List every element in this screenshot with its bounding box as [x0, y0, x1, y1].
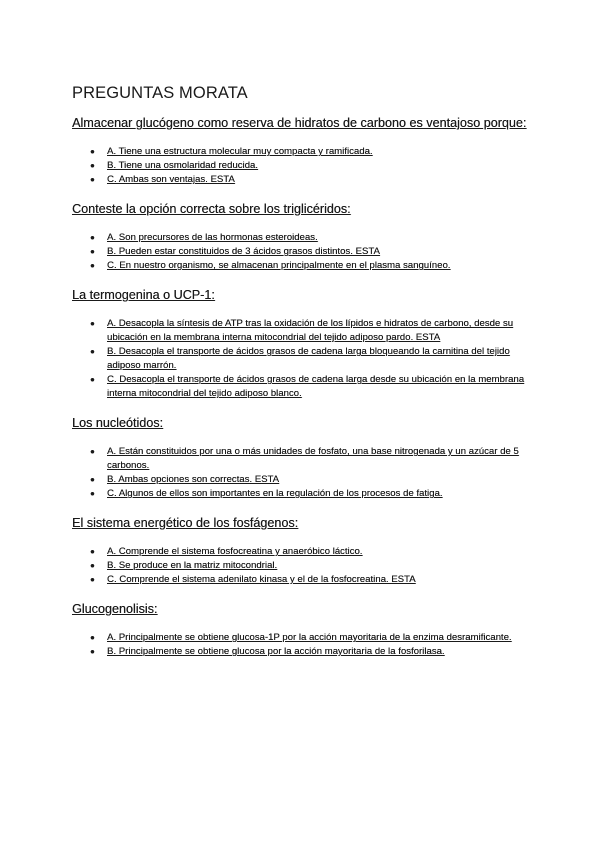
answer-option [90, 173, 532, 187]
bullet-icon: ● [90, 547, 95, 556]
bullet-icon: ● [90, 561, 95, 570]
answer-option [90, 473, 532, 487]
question-heading: La termogenina o UCP-1: [72, 288, 215, 302]
answer-option [90, 345, 532, 373]
answer-option [90, 317, 532, 345]
bullet-icon: ● [90, 633, 95, 642]
answer-option [90, 259, 532, 273]
answer-text: B. Se produce en la matriz mitocondrial. [107, 560, 278, 571]
answer-text: B. Principalmente se obtiene glucosa por la acción mayoritaria de la fosforilasa. [107, 646, 445, 657]
answer-list [72, 445, 532, 501]
bullet-icon: ● [90, 575, 95, 584]
bullet-icon: ● [90, 261, 95, 270]
answer-text: C. En nuestro organismo, se almacenan principalmente en el plasma sanguíneo. [107, 260, 451, 271]
answer-text: B. Desacopla el transporte de ácidos grasos de cadena larga bloqueando la carnitina del tejido adiposo marrón. [107, 346, 510, 371]
document-page [72, 84, 532, 673]
bullet-icon: ● [90, 161, 95, 170]
bullet-icon: ● [90, 375, 95, 384]
question-block [72, 287, 532, 401]
bullet-icon: ● [90, 147, 95, 156]
question-heading: Conteste la opción correcta sobre los triglicéridos: [72, 202, 351, 216]
answer-list [72, 145, 532, 187]
bullet-icon: ● [90, 475, 95, 484]
bullet-icon: ● [90, 447, 95, 456]
question-heading: Glucogenolisis: [72, 602, 158, 616]
answer-option [90, 373, 532, 401]
answer-list [72, 231, 532, 273]
answer-option [90, 545, 532, 559]
answer-list [72, 545, 532, 587]
answer-option [90, 631, 532, 645]
answer-option [90, 573, 532, 587]
question-block [72, 115, 532, 187]
bullet-icon: ● [90, 489, 95, 498]
answer-option [90, 245, 532, 259]
answer-option [90, 645, 532, 659]
answer-text: B. Ambas opciones son correctas. ESTA [107, 474, 280, 485]
bullet-icon: ● [90, 647, 95, 656]
question-block [72, 515, 532, 587]
bullet-icon: ● [90, 175, 95, 184]
answer-text: A. Principalmente se obtiene glucosa-1P por la acción mayoritaria de la enzima desramificante. [107, 632, 512, 643]
bullet-icon: ● [90, 319, 95, 328]
question-block [72, 415, 532, 501]
document-title: PREGUNTAS MORATA [72, 84, 248, 102]
answer-text: A. Son precursores de las hormonas esteroideas. [107, 232, 318, 243]
answer-text: C. Desacopla el transporte de ácidos grasos de cadena larga desde su ubicación en la membrana interna mitocondrial del tejido adiposo blanco. [107, 374, 525, 399]
question-block [72, 201, 532, 273]
answer-text: C. Comprende el sistema adenilato kinasa y el de la fosfocreatina. ESTA [107, 574, 416, 585]
answer-text: B. Tiene una osmolaridad reducida. [107, 160, 258, 171]
answer-text: A. Tiene una estructura molecular muy compacta y ramificada. [107, 146, 373, 157]
answer-option [90, 487, 532, 501]
answer-text: C. Ambas son ventajas. ESTA [107, 174, 235, 185]
answer-text: B. Pueden estar constituidos de 3 ácidos grasos distintos. ESTA [107, 246, 380, 257]
answer-text: A. Están constituidos por una o más unidades de fosfato, una base nitrogenada y un azúcar de 5 carbonos. [107, 446, 519, 471]
answer-option [90, 445, 532, 473]
answer-option [90, 559, 532, 573]
bullet-icon: ● [90, 247, 95, 256]
question-block [72, 601, 532, 659]
question-heading: Almacenar glucógeno como reserva de hidratos de carbono es ventajoso porque: [72, 116, 527, 130]
answer-list [72, 317, 532, 401]
question-heading: El sistema energético de los fosfágenos: [72, 516, 299, 530]
answer-text: C. Algunos de ellos son importantes en la regulación de los procesos de fatiga. [107, 488, 443, 499]
answer-option [90, 145, 532, 159]
bullet-icon: ● [90, 233, 95, 242]
answer-text: A. Comprende el sistema fosfocreatina y anaeróbico láctico. [107, 546, 363, 557]
answer-list [72, 631, 532, 659]
answer-option [90, 231, 532, 245]
question-heading: Los nucleótidos: [72, 416, 164, 430]
answer-option [90, 159, 532, 173]
bullet-icon: ● [90, 347, 95, 356]
answer-text: A. Desacopla la síntesis de ATP tras la oxidación de los lípidos e hidratos de carbono, desde su ubicación en la membrana interna mitocondrial del tejido adiposo pardo. ESTA [107, 318, 514, 343]
